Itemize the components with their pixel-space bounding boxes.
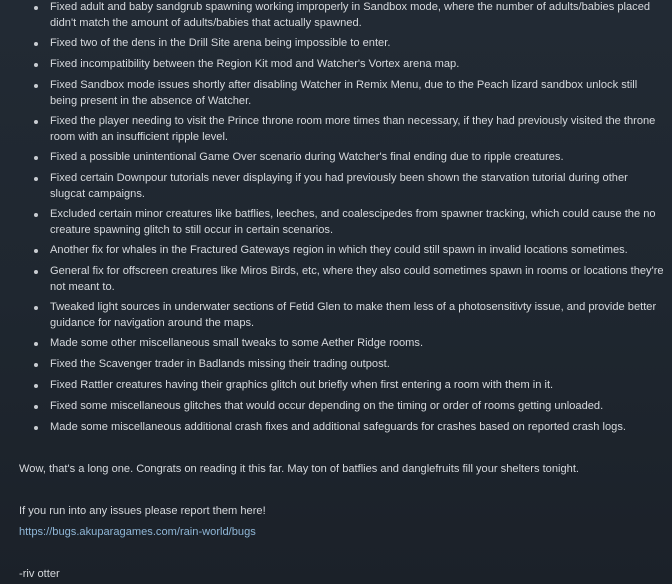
- list-item: Fixed some miscellaneous glitches that would occur depending on the timing or order of rooms getting unloaded.: [34, 399, 664, 415]
- list-item: Fixed adult and baby sandgrub spawning working improperly in Sandbox mode, where the number of adults/babies placed didn't match the amount of adults/babies that actually spawned.: [34, 0, 664, 31]
- bullet-icon: [34, 342, 38, 346]
- list-item: Fixed the Scavenger trader in Badlands missing their trading outpost.: [34, 357, 664, 373]
- list-item: Another fix for whales in the Fractured Gateways region in which they could still spawn in invalid locations sometimes.: [34, 243, 664, 259]
- list-item: General fix for offscreen creatures like Miros Birds, etc, where they also could sometimes spawn in rooms or locations they're not meant to.: [34, 264, 664, 295]
- bullet-icon: [34, 120, 38, 124]
- bullet-icon: [34, 177, 38, 181]
- list-item: Fixed incompatibility between the Region Kit mod and Watcher's Vortex arena map.: [34, 57, 664, 73]
- bullet-icon: [34, 156, 38, 160]
- bullet-icon: [34, 63, 38, 67]
- list-item: Fixed a possible unintentional Game Over scenario during Watcher's final ending due to ripple creatures.: [34, 150, 664, 166]
- list-item: Tweaked light sources in underwater sections of Fetid Glen to make them less of a photosensitivty issue, and provide better guidance for navigation around the maps.: [34, 300, 664, 331]
- list-item: Fixed two of the dens in the Drill Site arena being impossible to enter.: [34, 36, 664, 52]
- signature: -riv otter: [19, 568, 60, 580]
- list-item: Fixed certain Downpour tutorials never displaying if you had previously been shown the starvation tutorial during other slugcat campaigns.: [34, 171, 664, 202]
- bullet-icon: [34, 84, 38, 88]
- bullet-icon: [34, 306, 38, 310]
- report-link-row: [19, 524, 659, 540]
- bullet-icon: [34, 405, 38, 409]
- bullet-icon: [34, 249, 38, 253]
- bullet-icon: [34, 270, 38, 274]
- bug-report-link[interactable]: https://bugs.akuparagames.com/rain-world/bugs: [19, 526, 256, 538]
- list-item: Fixed Sandbox mode issues shortly after disabling Watcher in Remix Menu, due to the Peach lizard sandbox unlock still being present in the absence of Watcher.: [34, 78, 664, 109]
- report-prompt: If you run into any issues please report them here!: [19, 505, 266, 517]
- list-item: Fixed Rattler creatures having their graphics glitch out briefly when first entering a room with them in it.: [34, 378, 664, 394]
- bullet-icon: [34, 363, 38, 367]
- closing-message: Wow, that's a long one. Congrats on reading it this far. May ton of batflies and danglefruits fill your shelters tonight.: [19, 463, 579, 475]
- bullet-icon: [34, 213, 38, 217]
- bullet-icon: [34, 384, 38, 388]
- list-item: Made some other miscellaneous small tweaks to some Aether Ridge rooms.: [34, 336, 664, 352]
- bullet-icon: [34, 42, 38, 46]
- bullet-icon: [34, 6, 38, 10]
- list-item: Excluded certain minor creatures like batflies, leeches, and coalescipedes from spawner tracking, which could cause the no creature spawning glitch to still occur in certain scenarios.: [34, 207, 664, 238]
- list-item: Made some miscellaneous additional crash fixes and additional safeguards for crashes based on reported crash logs.: [34, 420, 664, 436]
- list-item: Fixed the player needing to visit the Prince throne room more times than necessary, if they had previously visited the throne room with an insufficient ripple level.: [34, 114, 664, 145]
- bullet-icon: [34, 426, 38, 430]
